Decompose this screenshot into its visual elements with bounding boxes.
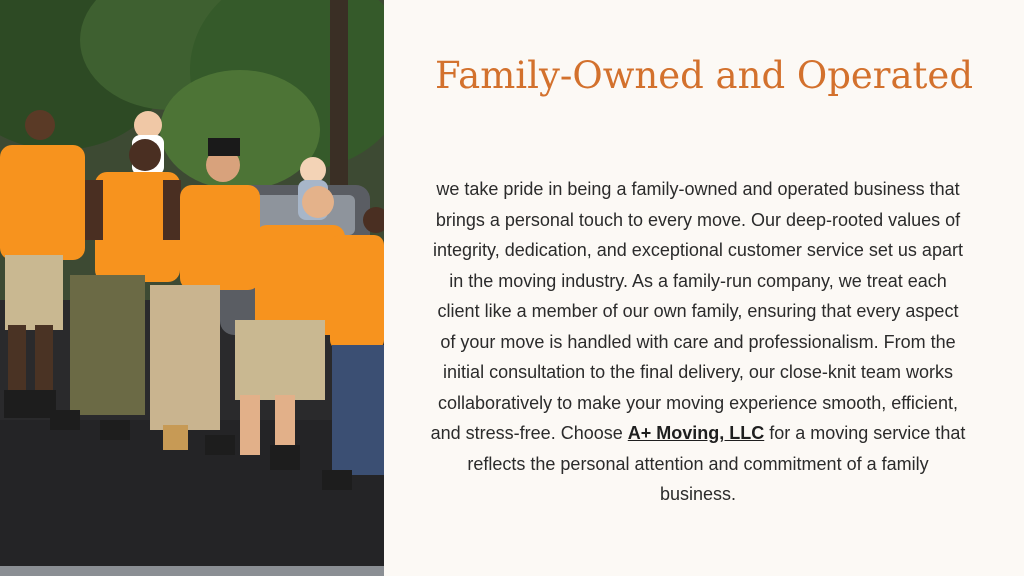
slide-title: Family-Owned and Operated	[435, 54, 973, 97]
team-photo	[0, 0, 384, 576]
body-text-end: for a moving service that reflects the personal attention and commitment of a family business.	[467, 423, 966, 504]
body-text-start: we take pride in being a family-owned and operated business that brings a personal touch to every move. Our deep-rooted values of integrity, dedication, and exceptional customer service set us apart in the moving industry. As a family-run company, we treat each client like a member of our own family, ensuring that every aspect of your move is handled with care and professionalism. From the initial consultation to the final delivery, our close-knit team works collaboratively to make your moving experience smooth, efficient, and stress-free. Choose	[430, 179, 963, 443]
content-panel	[384, 0, 1024, 576]
body-paragraph	[428, 174, 968, 510]
company-link[interactable]: A+ Moving, LLC	[627, 423, 765, 443]
